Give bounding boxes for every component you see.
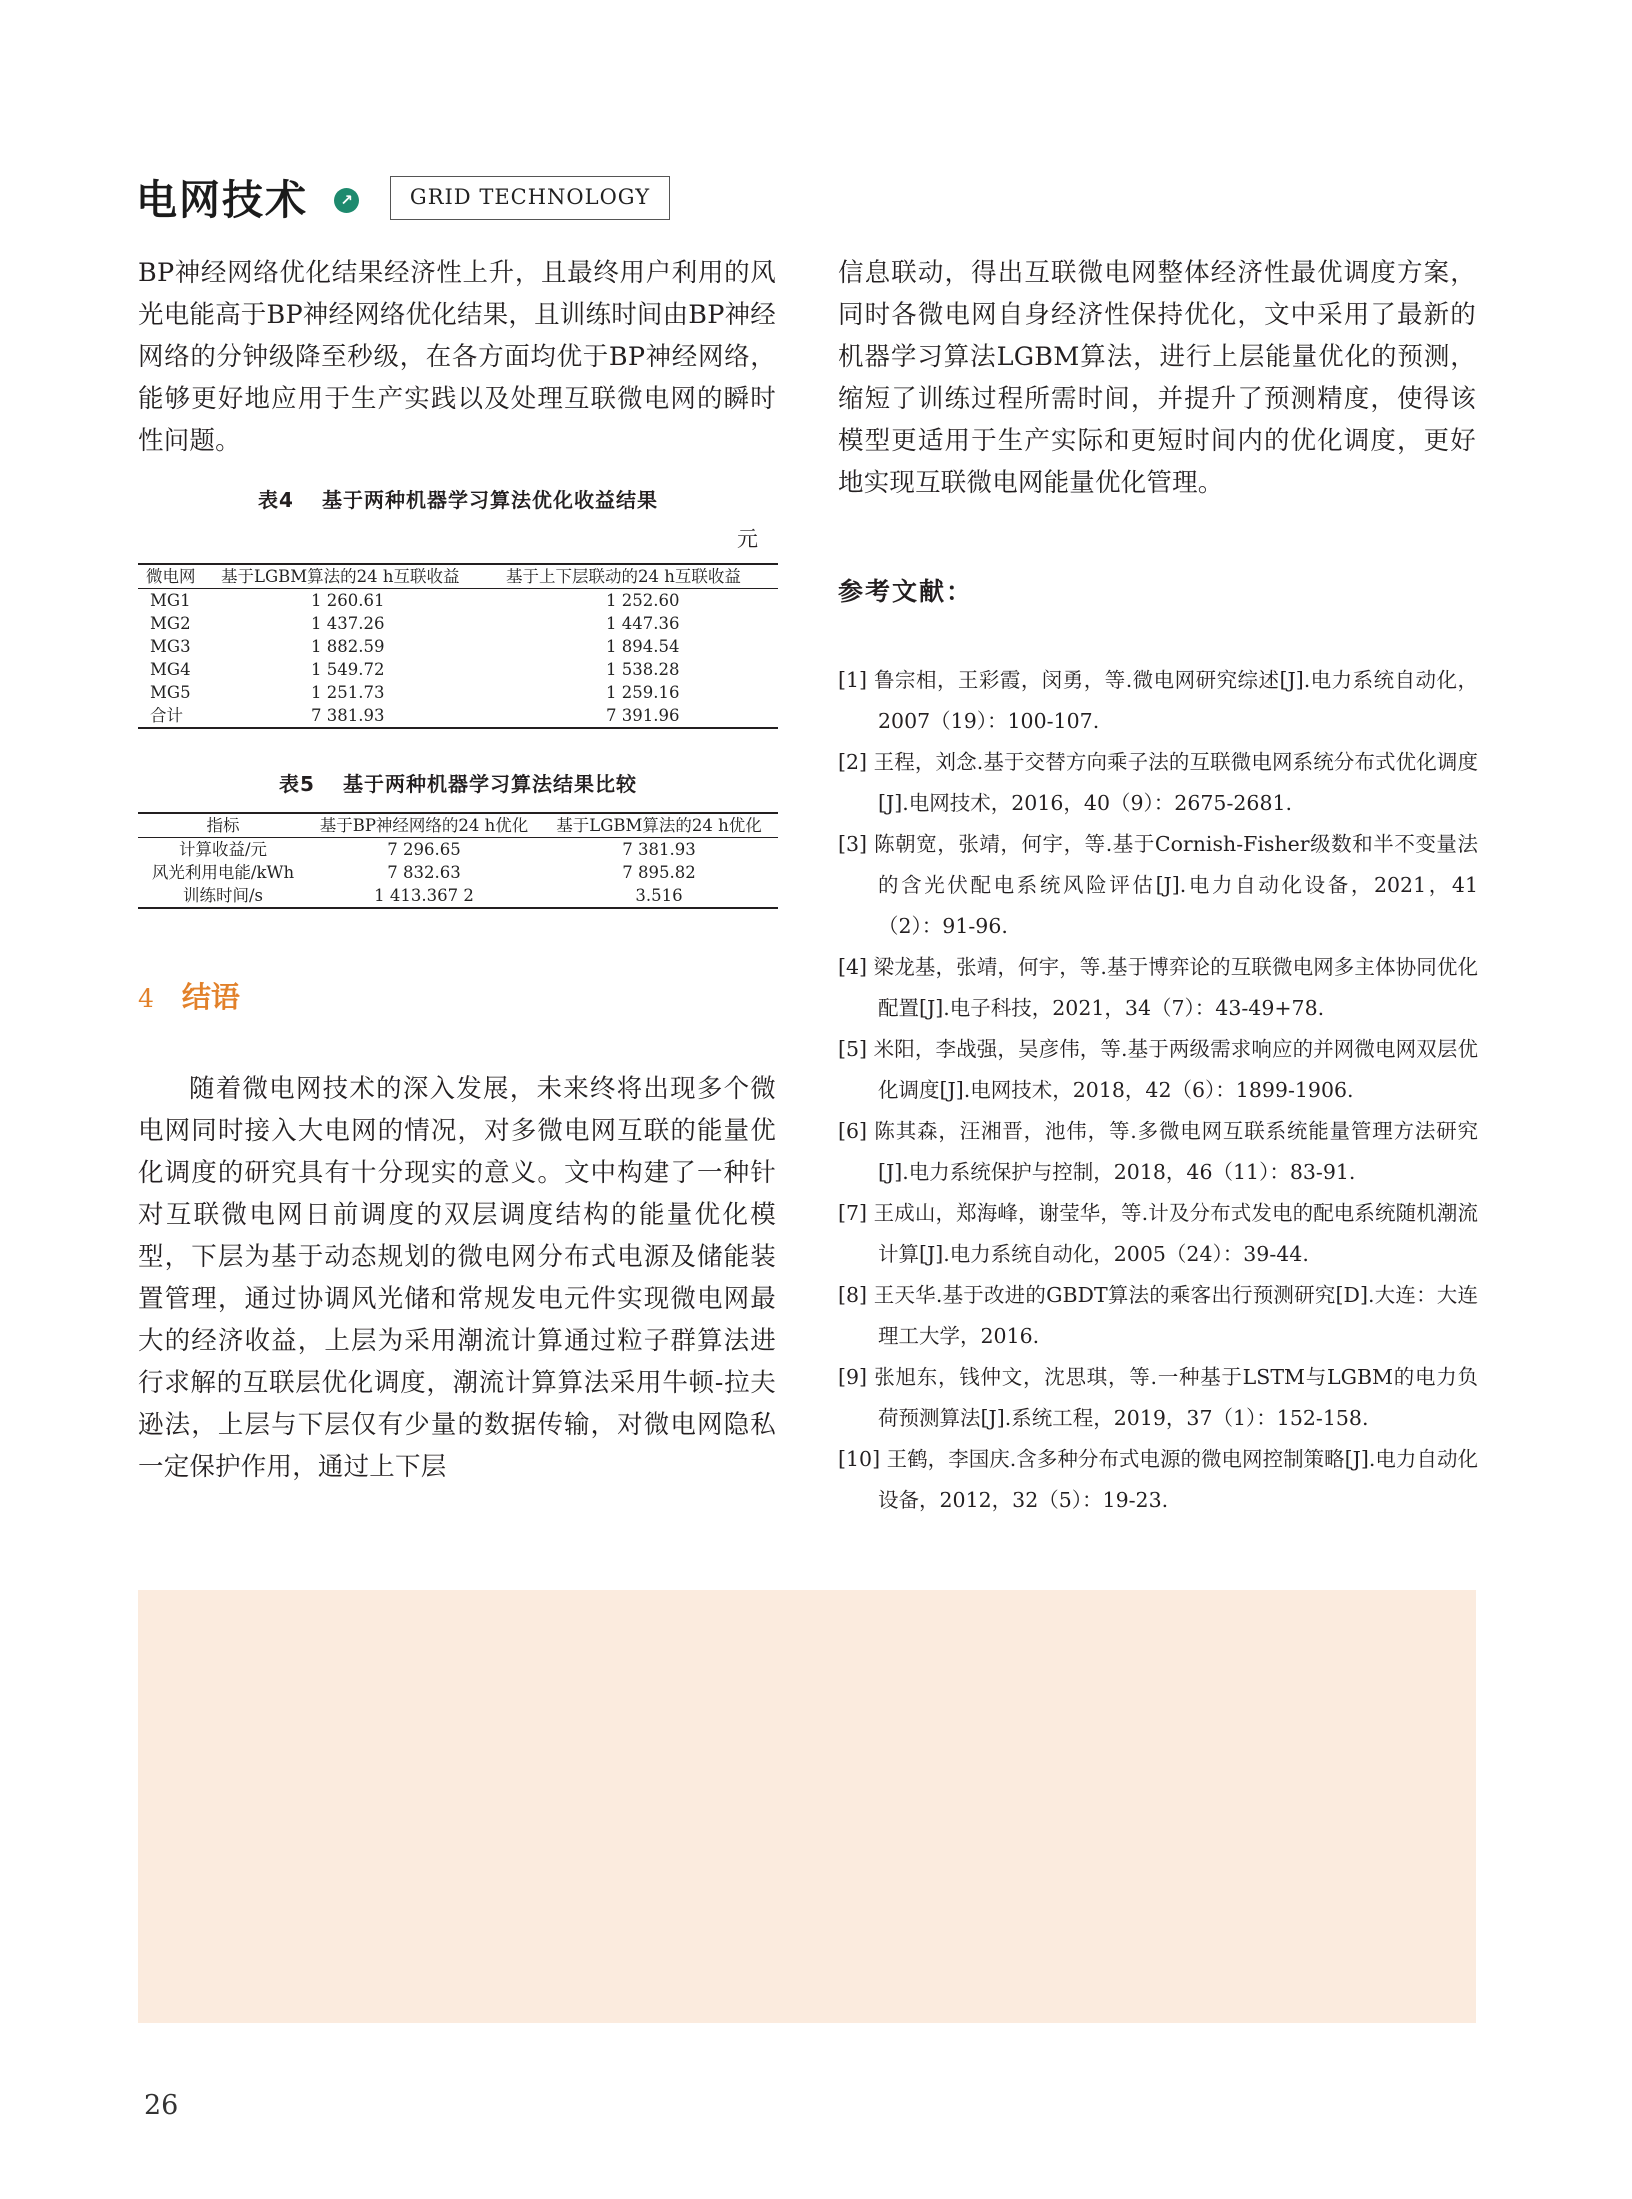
table-row [138,635,778,658]
table-cell: 1 437.26 [311,614,385,633]
reference-item: [5] 米阳，李战强，吴彦伟，等.基于两级需求响应的并网微电网双层优化调度[J].电网技术，2018，42（6）：1899-1906. [838,1037,1478,1102]
table-cell: 训练时间/s [182,886,264,905]
body-paragraph: 信息联动，得出互联微电网整体经济性最优调度方案，同时各微电网自身经济性保持优化，文中采用了最新的机器学习算法LGBM算法，进行上层能量优化的预测，缩短了训练过程所需时间，并提升了预测精度，使得该模型更适用于生产实际和更短时间内的优化调度，更好地实现互联微电网能量优化管理。 [838,258,1476,498]
table5-label: 表5 [279,772,315,796]
table-cell: 7 391.96 [606,706,680,725]
table-cell: 1 260.61 [311,591,385,610]
table4-caption [138,484,778,513]
table-cell: 合计 [150,706,183,725]
reference-item: [4] 梁龙基，张靖，何宇，等.基于博弈论的互联微电网多主体协同优化配置[J].电子科技，2021，34（7）：43-49+78. [838,955,1478,1020]
table5 [138,812,778,909]
table-cell: 1 251.73 [311,683,385,702]
section-title: 电网技术 [136,176,308,224]
table-row [138,838,778,862]
page-number: 26 [144,2090,179,2121]
table-row [138,658,778,681]
table5-title: 基于两种机器学习算法结果比较 [342,772,637,796]
advertisement-block [138,1590,1476,2023]
table-cell: 1 549.72 [311,660,385,679]
table-row [138,612,778,635]
table-header-cell: 指标 [206,816,240,835]
table-cell: 1 447.36 [606,614,680,633]
table-row [138,589,778,613]
conclusion-paragraph: 随着微电网技术的深入发展，未来终将出现多个微电网同时接入大电网的情况，对多微电网互联的能量优化调度的研究具有十分现实的意义。文中构建了一种针对互联微电网日前调度的双层调度结构的能量优化模型，下层为基于动态规划的微电网分布式电源及储能装置管理，通过协调风光储和常规发电元件实现微电网最大的经济收益，上层为采用潮流计算通过粒子群算法进行求解的互联层优化调度，潮流计算算法采用牛顿-拉夫逊法，上层与下层仅有少量的数据传输，对微电网隐私一定保护作用，通过上下层 [138,1074,776,1482]
table-row [138,704,778,728]
table-cell: 1 413.367 2 [374,886,474,905]
table-row [138,884,778,908]
table-cell: 1 252.60 [606,591,680,610]
table-cell: 7 381.93 [622,840,696,859]
table-cell: MG1 [150,591,191,610]
table-cell: 1 259.16 [606,683,680,702]
reference-item: [9] 张旭东，钱仲文，沈思琪，等.一种基于LSTM与LGBM的电力负荷预测算法[J].系统工程，2019，37（1）：152-158. [838,1365,1478,1430]
table-cell: 3.516 [635,886,683,905]
table-cell: MG5 [150,683,191,702]
table4-label: 表4 [258,488,294,512]
table-cell: 1 882.59 [311,637,385,656]
references-heading: 参考文献： [838,577,974,606]
reference-item: [3] 陈朝宽，张靖，何宇，等.基于Cornish-Fisher级数和半不变量法的含光伏配电系统风险评估[J].电力自动化设备，2021，41（2）：91-96. [838,832,1478,938]
table-cell: 7 895.82 [622,863,696,882]
table-header-cell: 基于BP神经网络的24 h优化 [319,816,529,835]
table-cell: 1 538.28 [606,660,680,679]
table4 [138,563,778,729]
table-cell: MG4 [150,660,191,679]
left-column-bottom [138,1068,776,1488]
section-heading [138,975,240,1016]
section-heading-title: 结语 [181,980,240,1014]
table5-caption [138,768,778,797]
reference-item: [7] 王成山，郑海峰，谢莹华，等.计及分布式发电的配电系统随机潮流计算[J].电力系统自动化，2005（24）：39-44. [838,1201,1478,1266]
table4-unit: 元 [737,527,758,551]
reference-item: [10] 王鹤，李国庆.含多种分布式电源的微电网控制策略[J].电力自动化设备，2012，32（5）：19-23. [838,1447,1478,1512]
table-cell: 7 296.65 [387,840,461,859]
reference-item: [2] 王程，刘念.基于交替方向乘子法的互联微电网系统分布式优化调度[J].电网技术，2016，40（9）：2675-2681. [838,750,1478,815]
table-row [138,681,778,704]
table-cell: 7 381.93 [311,706,385,725]
table4-title: 基于两种机器学习算法优化收益结果 [321,488,658,512]
section-number: 4 [138,984,154,1013]
table-cell: 风光利用电能/kWh [151,863,295,882]
table-cell: 1 894.54 [606,637,680,656]
body-paragraph: BP神经网络优化结果经济性上升，且最终用户利用的风光电能高于BP神经网络优化结果，且训练时间由BP神经网络的分钟级降至秒级，在各方面均优于BP神经网络，能够更好地应用于生产实践以及处理互联微电网的瞬时性问题。 [138,258,776,456]
reference-item: [1] 鲁宗相，王彩霞，闵勇，等.微电网研究综述[J].电力系统自动化，2007（19）：100-107. [838,668,1478,733]
arrow-up-right-icon: ↗ [334,188,359,213]
right-column-top [838,252,1476,504]
table-cell: 7 832.63 [387,863,461,882]
references-list [838,660,1478,1521]
table-cell: MG2 [150,614,191,633]
reference-item: [6] 陈其森，汪湘晋，池伟，等.多微电网互联系统能量管理方法研究[J].电力系统保护与控制，2018，46（11）：83-91. [838,1119,1478,1184]
table-header-row [138,813,778,838]
table-header-cell: 基于上下层联动的24 h互联收益 [506,567,741,586]
table-row [138,861,778,884]
table-header-cell: 基于LGBM算法的24 h优化 [556,816,762,835]
table-cell: 计算收益/元 [178,840,268,859]
table-header-cell: 基于LGBM算法的24 h互联收益 [221,567,460,586]
reference-item: [8] 王天华.基于改进的GBDT算法的乘客出行预测研究[D].大连：大连理工大学，2016. [838,1283,1478,1348]
left-column-top [138,252,776,462]
table-header-row [138,564,778,589]
section-subtitle-box: GRID TECHNOLOGY [390,176,670,220]
table-header-cell: 微电网 [146,567,196,586]
table-cell: MG3 [150,637,191,656]
